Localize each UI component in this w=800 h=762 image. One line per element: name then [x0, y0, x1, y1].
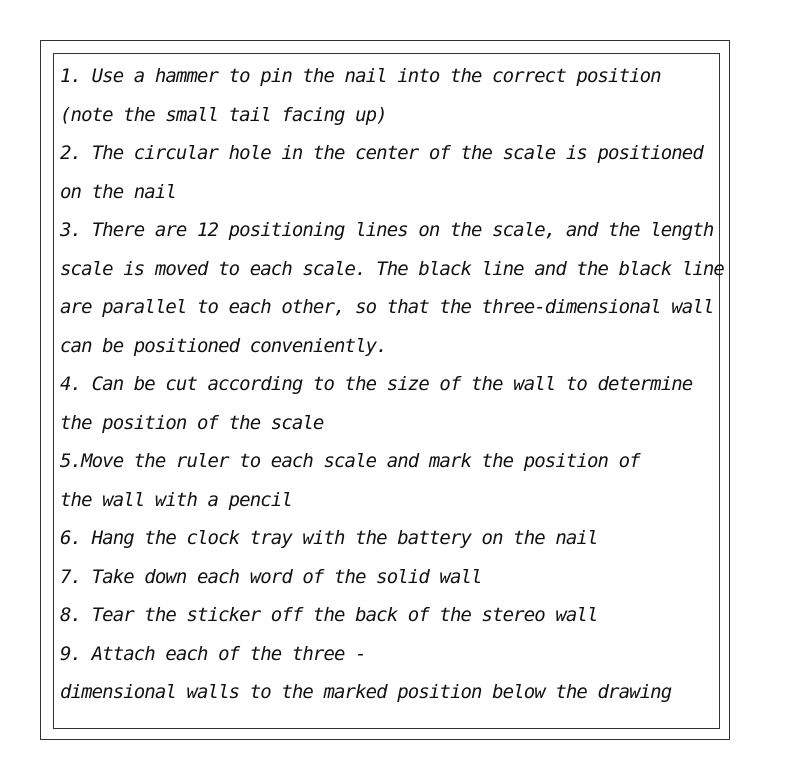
- instruction-line-7: are parallel to each other, so that the three-dimensional wall: [60, 296, 714, 318]
- instruction-line-1: 1. Use a hammer to pin the nail into the correct position: [60, 65, 661, 87]
- instruction-line-9: 4. Can be cut according to the size of the wall to determine: [60, 373, 693, 395]
- instruction-line-11: 5.Move the ruler to each scale and mark the position of: [60, 450, 640, 472]
- instruction-line-5: 3. There are 12 positioning lines on the scale, and the length: [60, 219, 714, 241]
- instruction-line-2: (note the small tail facing up): [60, 103, 387, 126]
- instruction-line-6: scale is moved to each scale. The black line and the black line: [60, 257, 724, 280]
- instruction-line-10: the position of the scale: [60, 411, 324, 434]
- instruction-line-17: dimensional walls to the marked position below the drawing: [60, 681, 672, 703]
- instruction-line-16: 9. Attach each of the three -: [60, 642, 366, 665]
- instruction-line-15: 8. Tear the sticker off the back of the stereo wall: [60, 604, 598, 626]
- instruction-line-3: 2. The circular hole in the center of the scale is positioned: [60, 142, 703, 164]
- instruction-line-4: on the nail: [60, 180, 176, 203]
- instruction-line-14: 7. Take down each word of the solid wall: [60, 565, 482, 588]
- instruction-line-12: the wall with a pencil: [60, 488, 292, 511]
- instruction-line-8: can be positioned conveniently.: [60, 334, 387, 357]
- instruction-line-13: 6. Hang the clock tray with the battery on the nail: [60, 527, 598, 549]
- instructions-panel: [53, 53, 724, 729]
